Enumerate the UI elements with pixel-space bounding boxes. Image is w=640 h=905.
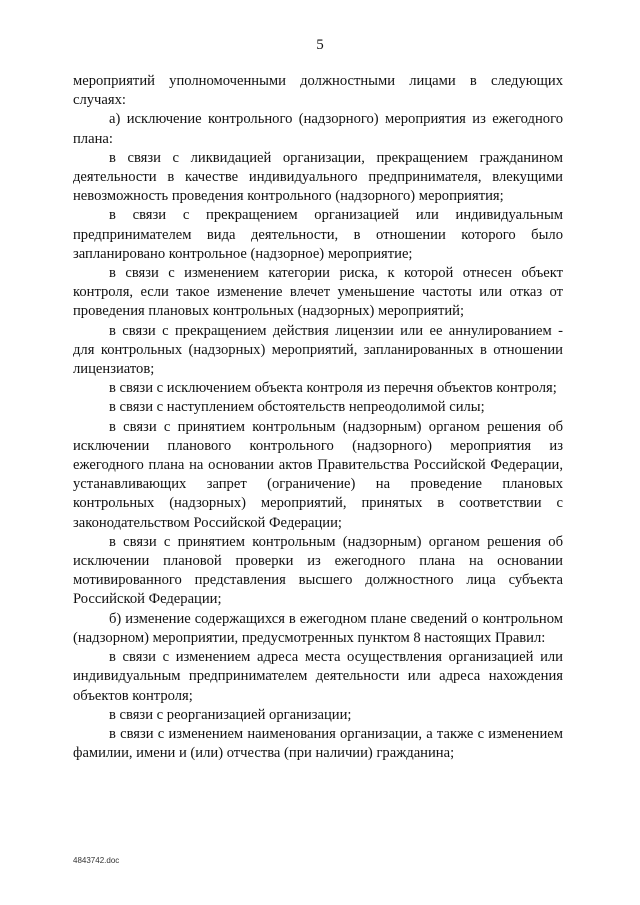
paragraph: в связи с исключением объекта контроля из перечня объектов контроля; bbox=[109, 380, 557, 397]
paragraph: б) изменение содержащихся в ежегодном плане сведений о контрольном (надзорном) мероприятии, предусмотренных пунктом 8 настоящих Правил: bbox=[73, 610, 563, 646]
paragraph: в связи с прекращением действия лицензии или ее аннулированием - для контрольных (надзорных) мероприятий, запланированных в отношении лицензиатов; bbox=[73, 322, 563, 378]
paragraph: в связи с изменением категории риска, к которой отнесен объект контроля, если такое изменение влечет уменьшение частоты или отказ от проведения плановых контрольных (надзорных) мероприятий; bbox=[73, 265, 563, 320]
paragraph: в связи с принятием контрольным (надзорным) органом решения об исключении плановой проверки из ежегодного плана на основании мотивированного представления высшего должностного лица субъекта Российской Федерации; bbox=[73, 533, 563, 608]
document-body bbox=[73, 72, 563, 763]
paragraph: в связи с изменением адреса места осуществления организацией или индивидуальным предпринимателем деятельности или адреса нахождения объектов контроля; bbox=[73, 649, 563, 704]
footer-document-code: 4843742.doc bbox=[73, 856, 120, 865]
paragraph: в связи с реорганизацией организации; bbox=[109, 706, 352, 723]
paragraph: мероприятий уполномоченными должностными лицами в следующих случаях: bbox=[73, 73, 563, 109]
page-number: 5 bbox=[316, 37, 324, 53]
paragraph: в связи с принятием контрольным (надзорным) органом решения об исключении планового контрольного (надзорного) мероприятия из ежегодного плана на основании актов Правительства Российской Федерации, устанавливающих запрет (ограничение) на проведение плановых контрольных (надзорных) мероприятий, принятых в соответствии с законодательством Российской Федерации; bbox=[73, 418, 563, 531]
paragraph: в связи с ликвидацией организации, прекращением гражданином деятельности в качестве индивидуального предпринимателя, влекущими невозможность проведения контрольного (надзорного) мероприятия; bbox=[73, 149, 563, 205]
paragraph: а) исключение контрольного (надзорного) мероприятия из ежегодного плана: bbox=[73, 111, 563, 147]
paragraph: в связи с изменением наименования организации, а также с изменением фамилии, имени и (или) отчества (при наличии) гражданина; bbox=[73, 725, 563, 762]
paragraph: в связи с прекращением организацией или индивидуальным предпринимателем вида деятельности, в отношении которого было запланировано контрольное (надзорное) мероприятие; bbox=[73, 207, 563, 262]
paragraph: в связи с наступлением обстоятельств непреодолимой силы; bbox=[109, 399, 485, 416]
